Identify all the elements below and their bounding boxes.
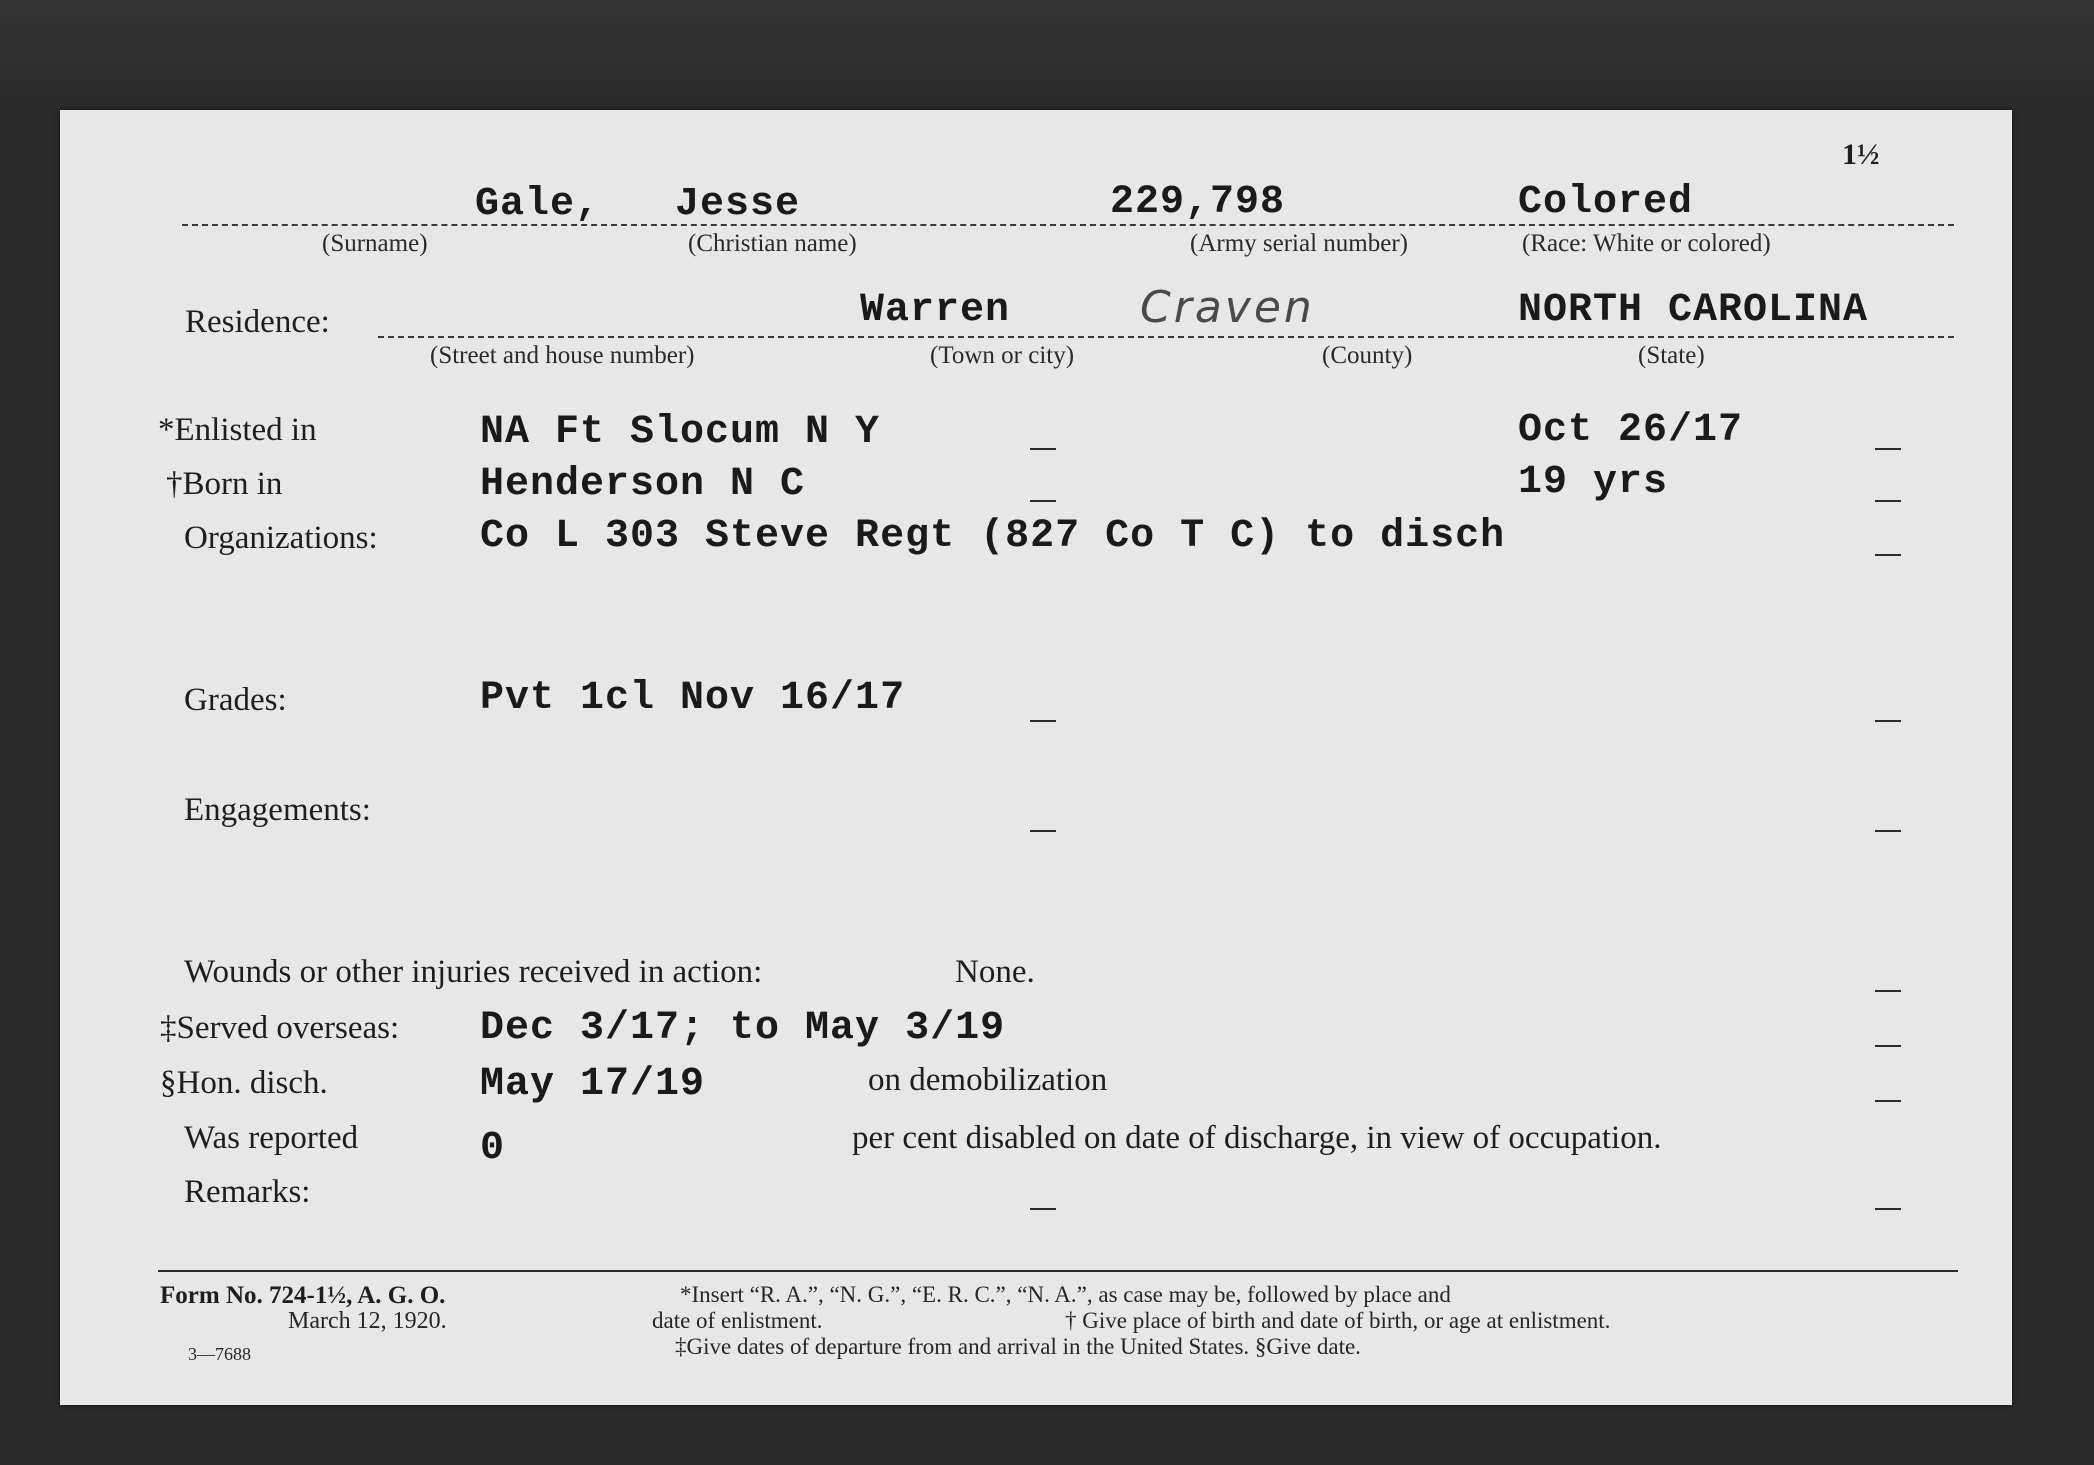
honorable-discharge-value: May 17/19 (480, 1062, 706, 1107)
remarks-label: Remarks: (184, 1174, 311, 1210)
caption-christian-name: (Christian name) (688, 230, 857, 257)
caption-town: (Town or city) (930, 342, 1075, 369)
card-number: 1½ (1842, 138, 1880, 171)
grades-value: Pvt 1cl Nov 16/17 (480, 676, 906, 721)
wounds-value: None. (955, 954, 1035, 990)
caption-street: (Street and house number) (430, 342, 695, 369)
grades-label: Grades: (184, 682, 287, 718)
county-value: Craven (1140, 282, 1315, 333)
footnote-line-2a: date of enlistment. (652, 1308, 823, 1333)
dash-mark (1030, 720, 1056, 722)
enlisted-date: Oct 26/17 (1518, 408, 1744, 453)
form-number: Form No. 724-1½, A. G. O. (160, 1282, 446, 1309)
dash-mark (1875, 990, 1901, 992)
print-code: 3—7688 (188, 1344, 251, 1364)
dash-mark (1030, 448, 1056, 450)
enlisted-label: *Enlisted in (158, 412, 317, 448)
honorable-discharge-label: §Hon. disch. (160, 1065, 328, 1101)
footer-rule (158, 1270, 1958, 1272)
christian-name-value: Jesse (675, 182, 801, 227)
organizations-value: Co L 303 Steve Regt (827 Co T C) to disch (480, 514, 1506, 559)
dash-mark (1875, 500, 1901, 502)
served-overseas-label: ‡Served overseas: (160, 1010, 400, 1046)
caption-state: (State) (1638, 342, 1705, 369)
caption-county: (County) (1322, 342, 1413, 369)
born-value: Henderson N C (480, 462, 806, 507)
dash-mark (1030, 500, 1056, 502)
disability-percent-value: 0 (480, 1126, 506, 1171)
dash-mark (1875, 720, 1901, 722)
residence-label: Residence: (185, 304, 330, 340)
served-overseas-value: Dec 3/17; to May 3/19 (480, 1006, 1006, 1051)
record-card (60, 110, 2012, 1405)
dash-mark (1875, 1100, 1901, 1102)
caption-surname: (Surname) (322, 230, 428, 257)
dash-mark (1875, 554, 1901, 556)
caption-race: (Race: White or colored) (1522, 230, 1771, 257)
engagements-label: Engagements: (184, 792, 371, 828)
state-value: NORTH CAROLINA (1518, 288, 1869, 333)
footnote-line-1: *Insert “R. A.”, “N. G.”, “E. R. C.”, “N. A.”, as case may be, followed by place and (680, 1282, 1451, 1307)
dash-mark (1875, 830, 1901, 832)
demobilization-text: on demobilization (868, 1062, 1108, 1098)
footnote-line-2b: † Give place of birth and date of birth, or age at enlistment. (1065, 1308, 1611, 1333)
wounds-label: Wounds or other injuries received in action: (184, 954, 763, 990)
residence-line (378, 336, 1954, 338)
town-value: Warren (860, 288, 1011, 333)
was-reported-label: Was reported (184, 1120, 359, 1156)
dash-mark (1875, 1208, 1901, 1210)
dark-background (0, 0, 2094, 110)
born-label: †Born in (166, 466, 283, 502)
race-value: Colored (1518, 180, 1694, 225)
surname-value: Gale, (475, 182, 601, 227)
dash-mark (1030, 1208, 1056, 1210)
form-date: March 12, 1920. (288, 1308, 447, 1334)
dash-mark (1875, 1045, 1901, 1047)
enlisted-value: NA Ft Slocum N Y (480, 410, 881, 455)
caption-serial-number: (Army serial number) (1190, 230, 1408, 257)
dash-mark (1875, 448, 1901, 450)
dash-mark (1030, 830, 1056, 832)
disabled-text: per cent disabled on date of discharge, in view of occupation. (852, 1120, 1662, 1156)
footnote-line-3: ‡Give dates of departure from and arrival in the United States. §Give date. (675, 1334, 1361, 1359)
serial-number-value: 229,798 (1110, 180, 1286, 225)
organizations-label: Organizations: (184, 520, 378, 556)
born-age: 19 yrs (1518, 460, 1669, 505)
